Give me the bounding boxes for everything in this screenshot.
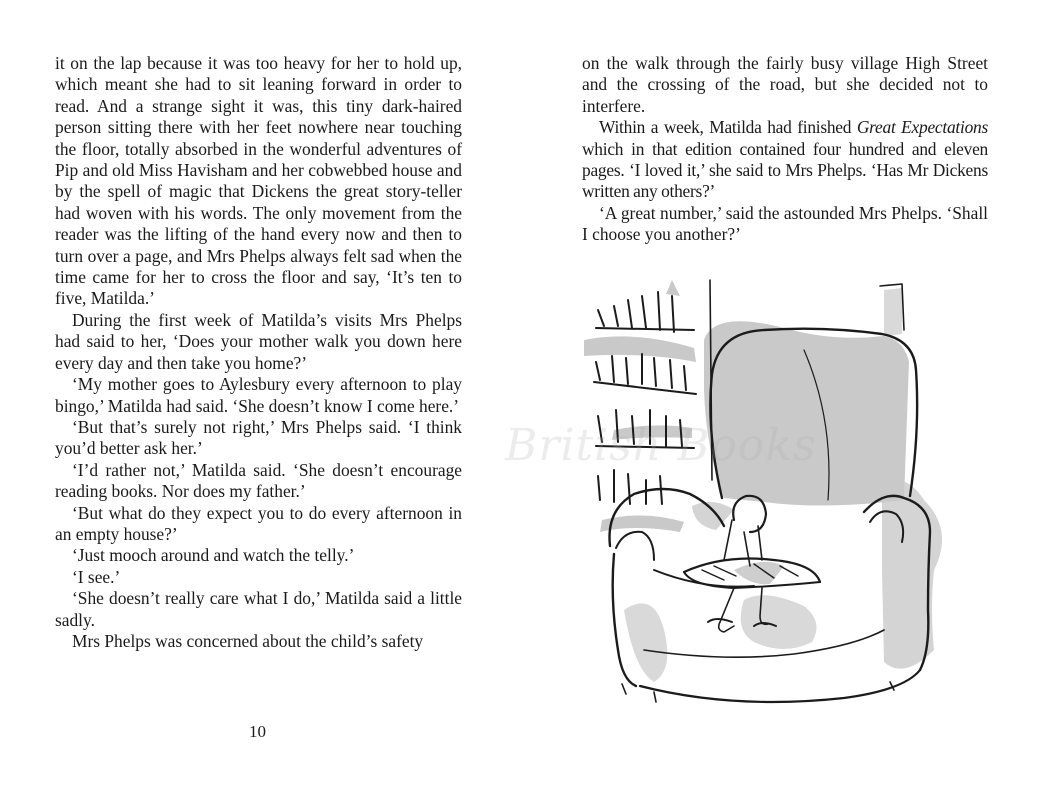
- left-text-column: [55, 53, 462, 652]
- text-run: which in that edition contained four hundred and eleven pages. ‘I loved it,’ she said to Mrs Phelps. ‘Has Mr Dickens written any others?’: [582, 138, 988, 202]
- paragraph: ‘I see.’: [72, 566, 121, 587]
- page-number: 10: [249, 722, 266, 741]
- book-title: Great Expectations: [856, 117, 988, 138]
- paragraph: ‘But that’s surely not right,’ Mrs Phelps said. ‘I think you’d better ask her.’: [55, 416, 462, 459]
- paragraph: ‘But what do they expect you to do every afternoon in an empty house?’: [55, 502, 462, 544]
- paragraph: Mrs Phelps was concerned about the child’s safety: [72, 630, 424, 651]
- paragraph: ‘I’d rather not,’ Matilda said. ‘She doesn’t encourage reading books. Nor does my father.’: [55, 459, 462, 502]
- paragraph: ‘Just mooch around and watch the telly.’: [72, 545, 355, 566]
- paragraph: During the first week of Matilda’s visits Mrs Phelps had said to her, ‘Does your mother walk you down here every day and then take you home?’: [55, 309, 462, 373]
- paragraph: ‘She doesn’t really care what I do,’ Matilda said a little sadly.: [55, 588, 462, 630]
- paragraph: [582, 117, 988, 203]
- paragraph: ‘My mother goes to Aylesbury every afternoon to play bingo,’ Matilda had said. ‘She doesn’t know I come here.’: [55, 374, 462, 416]
- text-run: Within a week, Matilda had finished: [599, 117, 857, 138]
- paragraph: ‘A great number,’ said the astounded Mrs Phelps. ‘Shall I choose you another?’: [582, 202, 988, 245]
- right-page: [522, 0, 1045, 800]
- right-text-column: [582, 53, 988, 246]
- girl-reading-in-armchair-illustration: [584, 270, 999, 710]
- watermark: British Books: [505, 420, 817, 471]
- left-page: [0, 0, 522, 800]
- paragraph: on the walk through the fairly busy village High Street and the crossing of the road, but she decided not to interfere.: [582, 53, 988, 116]
- paragraph: it on the lap because it was too heavy for her to hold up, which meant she had to sit leaning forward in order to read. And a strange sight it was, this tiny dark-haired person sitting there with her feet nowhere near touching the floor, totally absorbed in the wonderful adventures of Pip and old Miss Havisham and her cobwebbed house and by the spell of magic that Dickens the great story-teller had woven with his words. The only movement from the reader was the lifting of the hand every now and then to turn over a page, and Mrs Phelps always felt sad when the time came for her to cross the floor and say, ‘It’s ten to five, Matilda.’: [55, 53, 462, 309]
